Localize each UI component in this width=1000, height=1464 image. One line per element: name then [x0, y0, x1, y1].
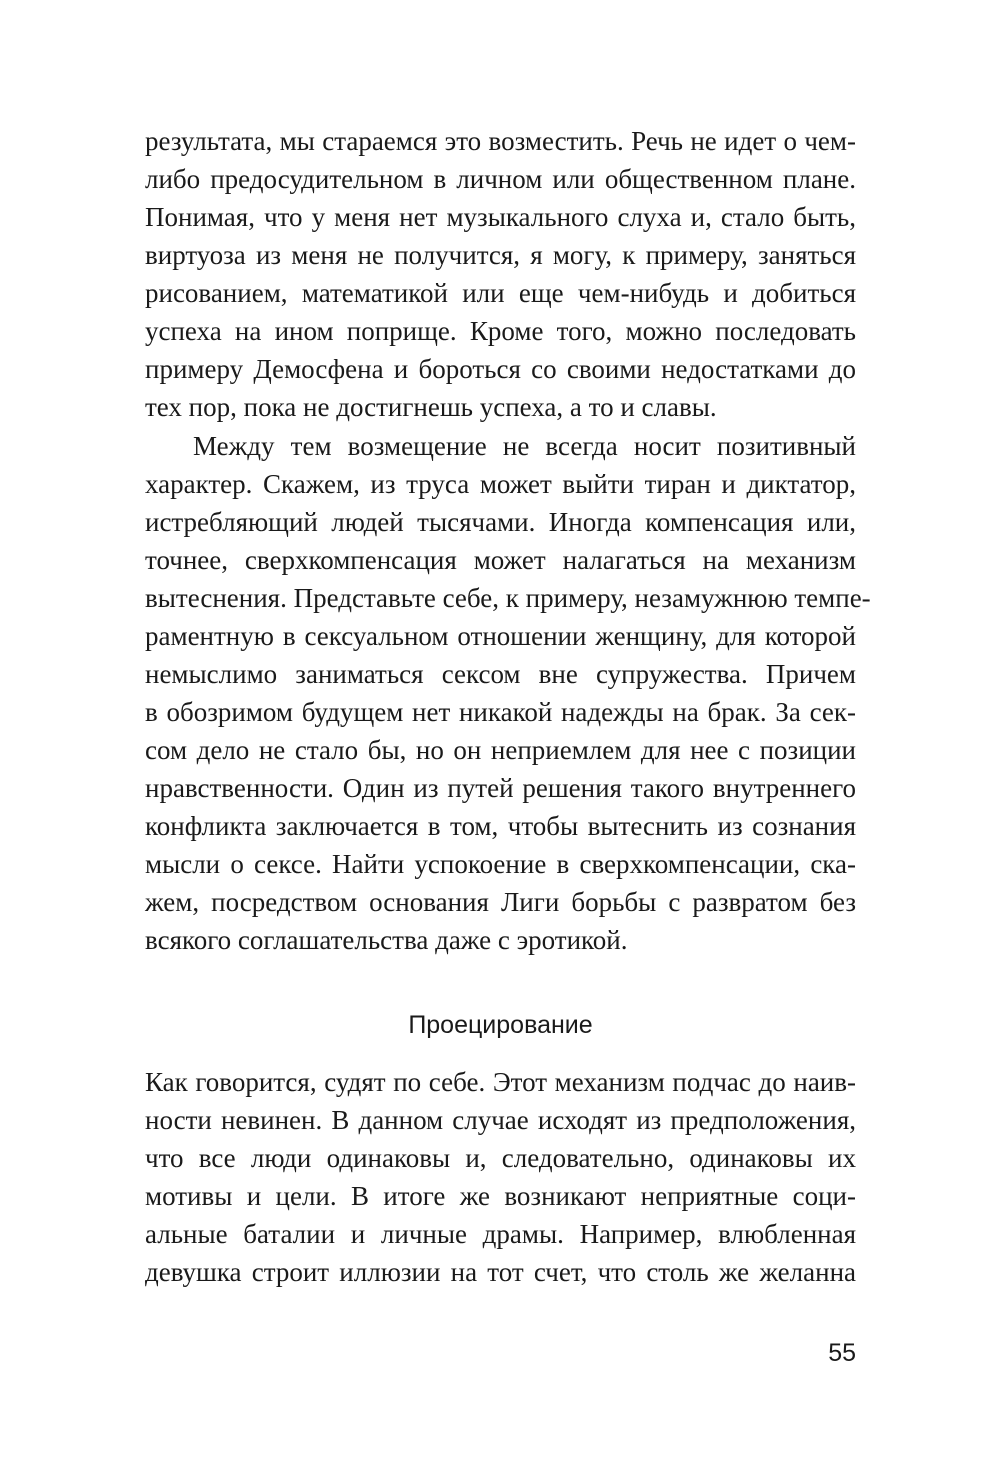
page-number: 55 [828, 1339, 856, 1367]
text-line: жем, посредством основания Лиги борьбы с развратом без [145, 887, 856, 917]
text-line: примеру Демосфена и бороться со своими недостатками до [145, 354, 856, 384]
text-line: альные баталии и личные драмы. Например, влюбленная [145, 1219, 856, 1249]
text-line: всякого соглашательства даже с эротикой. [145, 925, 628, 955]
text-line: результата, мы стараемся это возместить. Речь не идет о чем- [145, 126, 856, 156]
text-line: девушка строит иллюзии на тот счет, что столь же желанна [145, 1257, 856, 1287]
text-line: Как говорится, судят по себе. Этот механизм подчас до наив- [145, 1067, 856, 1097]
text-line: виртуоза из меня не получится, я могу, к примеру, заняться [145, 240, 856, 270]
text-line: вытеснения. Представьте себе, к примеру, незамужнюю темпе- [145, 583, 871, 613]
text-line: немыслимо заниматься сексом вне супружества. Причем [145, 659, 856, 689]
text-line: характер. Скажем, из труса может выйти тиран и диктатор, [145, 469, 856, 499]
text-line: истребляющий людей тысячами. Иногда компенсация или, [145, 507, 856, 537]
text-line: либо предосудительном в личном или общественном плане. [145, 164, 856, 194]
text-line: что все люди одинаковы и, следовательно, одинаковы их [145, 1143, 856, 1173]
text-line: мотивы и цели. В итоге же возникают неприятные соци- [145, 1181, 856, 1211]
text-line: тех пор, пока не достигнешь успеха, а то и славы. [145, 392, 717, 422]
text-line: Между тем возмещение не всегда носит позитивный [193, 431, 856, 461]
text-line: мысли о сексе. Найти успокоение в сверхкомпенсации, ска- [145, 849, 856, 879]
text-line: успеха на ином поприще. Кроме того, можно последовать [145, 316, 856, 346]
text-line: в обозримом будущем нет никакой надежды на брак. За сек- [145, 697, 856, 727]
section-heading: Проецирование [408, 1011, 593, 1039]
text-line: раментную в сексуальном отношении женщину, для которой [145, 621, 856, 651]
text-line: точнее, сверхкомпенсация может налагаться на механизм [145, 545, 856, 575]
text-line: рисованием, математикой или еще чем-нибудь и добиться [145, 278, 856, 308]
text-line: Понимая, что у меня нет музыкального слуха и, стало быть, [145, 202, 856, 232]
text-line: сом дело не стало бы, но он неприемлем для нее с позиции [145, 735, 856, 765]
text-line: ности невинен. В данном случае исходят из предположения, [145, 1105, 856, 1135]
text-line: конфликта заключается в том, чтобы вытеснить из сознания [145, 811, 856, 841]
text-line: нравственности. Один из путей решения такого внутреннего [145, 773, 856, 803]
